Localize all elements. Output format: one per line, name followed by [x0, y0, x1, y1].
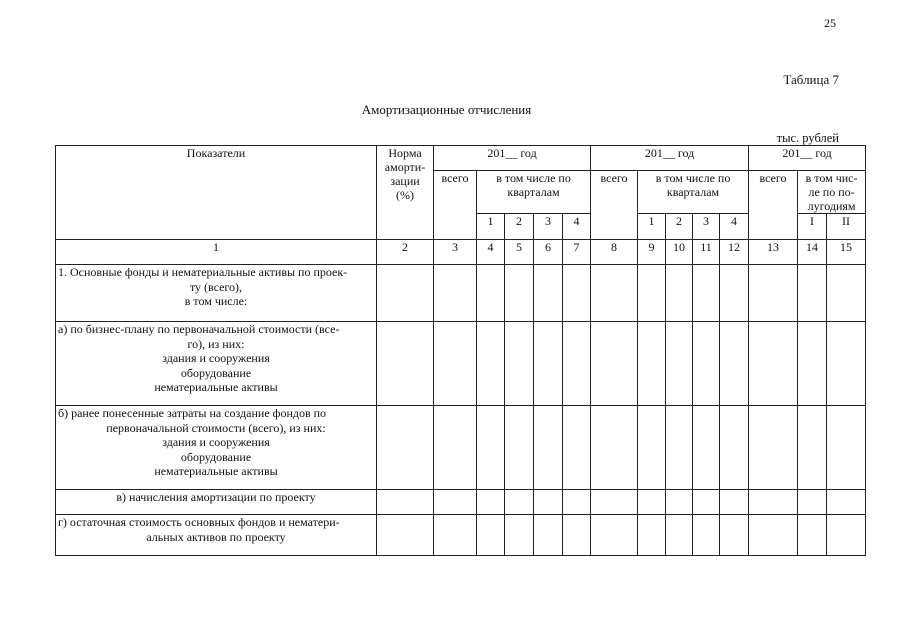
quarter-4-y2: 4	[720, 214, 749, 240]
column-number: 9	[638, 240, 666, 265]
table-cell[interactable]	[693, 490, 720, 515]
table-cell[interactable]	[563, 515, 591, 556]
table-cell[interactable]	[534, 406, 563, 490]
column-number: 13	[749, 240, 798, 265]
table-cell[interactable]	[377, 515, 434, 556]
quarter-2-y2: 2	[666, 214, 693, 240]
table-cell[interactable]	[377, 322, 434, 406]
table-cell[interactable]	[798, 265, 827, 322]
header-indicators: Показатели	[56, 146, 377, 240]
header-year-2: 201__ год	[591, 146, 749, 171]
table-cell[interactable]	[434, 322, 477, 406]
table-row-fixed-assets-total	[56, 265, 866, 322]
table-cell[interactable]	[563, 265, 591, 322]
column-number: 8	[591, 240, 638, 265]
table-cell[interactable]	[693, 322, 720, 406]
table-cell[interactable]	[505, 515, 534, 556]
table-cell[interactable]	[666, 515, 693, 556]
table-label: Таблица 7	[783, 72, 839, 87]
table-cell[interactable]	[666, 490, 693, 515]
column-number: 3	[434, 240, 477, 265]
column-number: 5	[505, 240, 534, 265]
table-row-business-plan	[56, 322, 866, 406]
column-number: 2	[377, 240, 434, 265]
quarter-3-y2: 3	[693, 214, 720, 240]
header-row-years	[56, 146, 866, 171]
header-by-quarters-2: в том числе по кварталам	[638, 171, 749, 214]
table-cell[interactable]	[477, 322, 505, 406]
table-cell[interactable]	[434, 515, 477, 556]
table-cell[interactable]	[591, 322, 638, 406]
row-label: б) ранее понесенные затраты на создание фондов по первоначальной стоимости (всего), из них: здания и сооружения оборудование нематериальные активы	[56, 406, 377, 490]
column-number: 1	[56, 240, 377, 265]
row-label: в) начисления амортизации по проекту	[56, 490, 377, 515]
table-cell[interactable]	[377, 490, 434, 515]
table-cell[interactable]	[477, 490, 505, 515]
table-row-residual-value	[56, 515, 866, 556]
header-year-1: 201__ год	[434, 146, 591, 171]
table-cell[interactable]	[666, 322, 693, 406]
table-cell[interactable]	[749, 322, 798, 406]
table-cell[interactable]	[505, 322, 534, 406]
table-cell[interactable]	[693, 265, 720, 322]
column-number: 11	[693, 240, 720, 265]
table-cell[interactable]	[693, 515, 720, 556]
table-cell[interactable]	[534, 322, 563, 406]
column-number: 14	[798, 240, 827, 265]
table-cell[interactable]	[720, 265, 749, 322]
table-cell[interactable]	[534, 490, 563, 515]
table-cell[interactable]	[720, 406, 749, 490]
table-cell[interactable]	[377, 265, 434, 322]
row-label: а) по бизнес-плану по первоначальной стоимости (все- го), из них: здания и сооружения оборудование нематериальные активы	[56, 322, 377, 406]
half-1: I	[798, 214, 827, 240]
table-cell[interactable]	[827, 265, 866, 322]
table-cell[interactable]	[749, 490, 798, 515]
table-cell[interactable]	[477, 265, 505, 322]
half-2: II	[827, 214, 866, 240]
row-label: 1. Основные фонды и нематериальные активы по проек- ту (всего), в том числе:	[56, 265, 377, 322]
header-total-1: всего	[434, 171, 477, 240]
column-number: 12	[720, 240, 749, 265]
quarter-4-y1: 4	[563, 214, 591, 240]
table-cell[interactable]	[693, 406, 720, 490]
quarter-1-y1: 1	[477, 214, 505, 240]
table-cell[interactable]	[638, 515, 666, 556]
table-cell[interactable]	[477, 515, 505, 556]
table-cell[interactable]	[591, 490, 638, 515]
table-cell[interactable]	[591, 265, 638, 322]
quarter-3-y1: 3	[534, 214, 563, 240]
column-number: 4	[477, 240, 505, 265]
table-cell[interactable]	[666, 406, 693, 490]
table-cell[interactable]	[563, 322, 591, 406]
table-cell[interactable]	[638, 265, 666, 322]
page-number: 25	[824, 16, 836, 30]
table-cell[interactable]	[798, 406, 827, 490]
table-cell[interactable]	[377, 406, 434, 490]
header-total-2: всего	[591, 171, 638, 240]
table-cell[interactable]	[827, 515, 866, 556]
quarter-2-y1: 2	[505, 214, 534, 240]
quarter-1-y2: 1	[638, 214, 666, 240]
units-label: тыс. рублей	[776, 131, 839, 145]
table-cell[interactable]	[638, 322, 666, 406]
table-cell[interactable]	[591, 515, 638, 556]
table-cell[interactable]	[749, 406, 798, 490]
depreciation-table	[55, 145, 866, 556]
table-cell[interactable]	[505, 406, 534, 490]
table-cell[interactable]	[534, 265, 563, 322]
table-cell[interactable]	[477, 406, 505, 490]
table-cell[interactable]	[827, 490, 866, 515]
table-cell[interactable]	[798, 322, 827, 406]
table-cell[interactable]	[434, 490, 477, 515]
table-row-depreciation	[56, 490, 866, 515]
column-number-row	[56, 240, 866, 265]
header-year-3: 201__ год	[749, 146, 866, 171]
column-number: 7	[563, 240, 591, 265]
document-title: Амортизационные отчисления	[361, 102, 532, 117]
table-cell[interactable]	[534, 515, 563, 556]
header-total-3: всего	[749, 171, 798, 240]
table-cell[interactable]	[720, 515, 749, 556]
table-cell[interactable]	[505, 490, 534, 515]
table-cell[interactable]	[434, 406, 477, 490]
table-cell[interactable]	[434, 265, 477, 322]
column-number: 6	[534, 240, 563, 265]
table-cell[interactable]	[638, 490, 666, 515]
table-cell[interactable]	[827, 322, 866, 406]
table-cell[interactable]	[827, 406, 866, 490]
header-by-quarters-1: в том числе по кварталам	[477, 171, 591, 214]
table-cell[interactable]	[563, 406, 591, 490]
table-cell[interactable]	[720, 322, 749, 406]
table-cell[interactable]	[798, 490, 827, 515]
table-cell[interactable]	[638, 406, 666, 490]
table-cell[interactable]	[749, 515, 798, 556]
table-cell[interactable]	[591, 406, 638, 490]
header-norm: Норма аморти- зации (%)	[377, 146, 434, 240]
table-cell[interactable]	[749, 265, 798, 322]
column-number: 10	[666, 240, 693, 265]
table-cell[interactable]	[720, 490, 749, 515]
table-cell[interactable]	[798, 515, 827, 556]
table-cell[interactable]	[666, 265, 693, 322]
column-number: 15	[827, 240, 866, 265]
row-label: г) остаточная стоимость основных фондов и нематери- альных активов по проекту	[56, 515, 377, 556]
table-cell[interactable]	[505, 265, 534, 322]
header-by-halves: в том чис- ле по по- лугодиям	[798, 171, 866, 214]
table-cell[interactable]	[563, 490, 591, 515]
table-row-previous-costs	[56, 406, 866, 490]
